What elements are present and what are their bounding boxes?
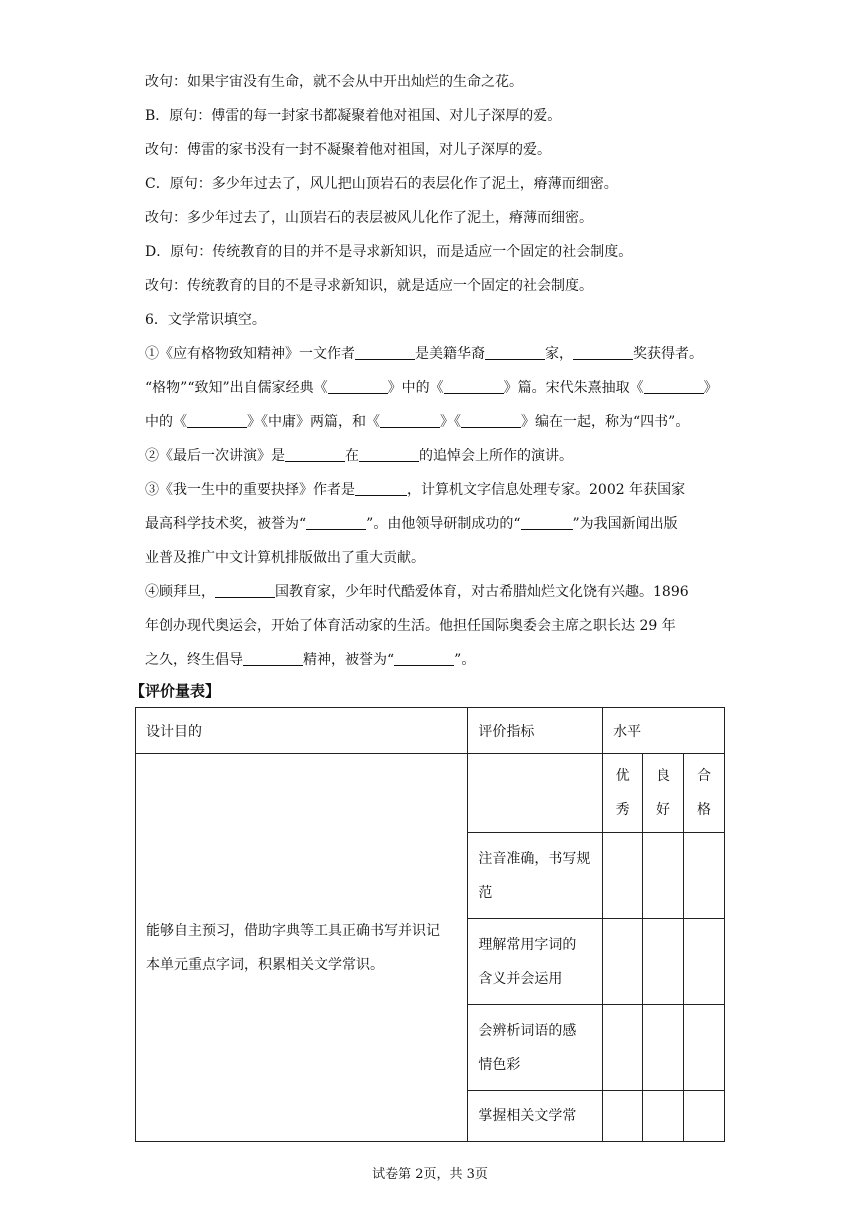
q1-text-i: 中的《	[145, 414, 187, 430]
score-cell[interactable]	[603, 1005, 643, 1091]
score-cell[interactable]	[603, 919, 643, 1005]
option-b-rewrite: 改句：傅雷的家书没有一封不凝聚着他对祖国，对儿子深厚的爱。	[145, 142, 551, 158]
blank[interactable]	[306, 515, 366, 530]
q1-text-h: 》	[703, 380, 718, 396]
q1-text-g: 》篇。宋代朱熹抽取《	[503, 380, 644, 396]
q4-text-a: ④顾拜旦，	[145, 584, 215, 600]
level-good	[643, 754, 684, 833]
option-d-rewrite: 改句：传统教育的目的不是寻求新知识，就是适应一个固定的社会制度。	[145, 278, 593, 294]
q1-text-f: 》中的《	[387, 380, 444, 396]
score-cell[interactable]	[643, 1005, 684, 1091]
blank[interactable]	[355, 345, 415, 360]
score-cell[interactable]	[684, 833, 725, 919]
q2-text-b: 在	[345, 448, 359, 464]
indicator-3	[468, 1005, 603, 1091]
option-c-original: C．原句：多少年过去了，风儿把山顶岩石的表层化作了泥土，瘠薄而细密。	[145, 176, 618, 192]
q3-text-c: 最高科学技术奖，被誉为“	[145, 516, 307, 532]
q1-text-d: 奖获得者。	[633, 346, 703, 362]
q3-line2	[145, 514, 678, 534]
score-cell[interactable]	[603, 1091, 643, 1142]
blank[interactable]	[285, 447, 345, 462]
rubric-heading: 【评价量表】	[130, 682, 221, 700]
score-cell[interactable]	[643, 833, 684, 919]
q1-text-j: 》《中庸》两篇，和《	[247, 414, 380, 430]
rubric-table	[135, 707, 725, 1142]
q4-text-b: 国教育家，少年时代酷爱体育，对古希腊灿烂文化饶有兴趣。1896	[275, 584, 689, 600]
indicator-text: 情色彩	[478, 1056, 521, 1073]
level-pass	[684, 754, 725, 833]
indicator-2	[468, 919, 603, 1005]
blank[interactable]	[380, 413, 440, 428]
q1-text-e: “格物”“致知”出自儒家经典《	[145, 380, 328, 396]
indicator-text: 会辨析词语的感	[478, 1022, 577, 1039]
score-cell[interactable]	[684, 1091, 725, 1142]
header-purpose: 设计目的	[136, 708, 468, 754]
q2-text-a: ②《最后一次讲演》是	[145, 448, 285, 464]
purpose-cell	[136, 754, 468, 1142]
blank[interactable]	[573, 345, 633, 360]
option-b-original: B．原句：傅雷的每一封家书都凝聚着他对祖国、对儿子深厚的爱。	[145, 108, 562, 124]
level-text: 秀	[615, 802, 630, 818]
indicator-1	[468, 833, 603, 919]
score-cell[interactable]	[684, 919, 725, 1005]
indicator-text: 含义并会运用	[478, 970, 563, 987]
q3-line1	[145, 480, 685, 500]
level-text: 优	[615, 768, 630, 784]
q2-text-c: 的追悼会上所作的演讲。	[419, 448, 573, 464]
level-excellent	[603, 754, 643, 833]
blank[interactable]	[187, 413, 247, 428]
purpose-line-1: 能够自主预习，借助字典等工具正确书写并识记	[146, 922, 440, 939]
q4-text-d: 之久，终生倡导	[145, 652, 243, 668]
indicator-text: 掌握相关文学常	[478, 1108, 577, 1124]
level-text: 良	[656, 768, 671, 784]
blank[interactable]	[485, 345, 545, 360]
q4-line1	[145, 582, 689, 602]
q1-text-l: 》编在一起，称为“四书”。	[521, 414, 690, 430]
q3-text-d: ”。由他领导研制成功的“	[366, 516, 521, 532]
q3-text-b: ，计算机文字信息处理专家。2002 年获国家	[407, 482, 686, 498]
q1-line2	[145, 378, 718, 398]
q4-text-f: ”。	[454, 652, 476, 668]
blank[interactable]	[215, 583, 275, 598]
level-text: 合	[697, 768, 712, 784]
header-level: 水平	[603, 708, 725, 754]
blank[interactable]	[359, 447, 419, 462]
indicator-text: 理解常用字词的	[478, 936, 577, 953]
q1-line3	[145, 412, 689, 432]
q1-line1	[145, 344, 703, 364]
q1-text-k: 》《	[440, 414, 461, 430]
q3-text-a: ③《我一生中的重要抉择》作者是	[145, 482, 355, 498]
blank[interactable]	[521, 515, 573, 530]
blank[interactable]	[444, 379, 504, 394]
q1-text-b: 是美籍华裔	[415, 346, 485, 362]
score-cell[interactable]	[643, 919, 684, 1005]
score-cell[interactable]	[684, 1005, 725, 1091]
blank[interactable]	[461, 413, 521, 428]
purpose-line-2: 本单元重点字词，积累相关文学常识。	[146, 956, 384, 973]
q3-text-e: ”为我国新闻出版	[572, 516, 678, 532]
page-footer: 试卷第 2页，共 3页	[372, 1167, 488, 1182]
indicator-empty	[468, 754, 603, 833]
indicator-4	[468, 1091, 603, 1142]
q2-line	[145, 446, 573, 466]
score-cell[interactable]	[603, 833, 643, 919]
q3-line3: 业普及推广中文计算机排版做出了重大贡献。	[145, 550, 425, 566]
blank[interactable]	[355, 481, 407, 496]
blank[interactable]	[328, 379, 388, 394]
level-text: 格	[697, 802, 712, 818]
option-c-rewrite: 改句：多少年过去了，山顶岩石的表层被风儿化作了泥土，瘠薄而细密。	[145, 210, 593, 226]
indicator-text: 范	[478, 884, 493, 901]
level-text: 好	[656, 802, 671, 818]
q4-line3	[145, 650, 475, 670]
blank[interactable]	[394, 651, 454, 666]
indicator-text: 注音准确，书写规	[478, 850, 591, 867]
score-cell[interactable]	[643, 1091, 684, 1142]
rewrite-a: 改句：如果宇宙没有生命，就不会从中开出灿烂的生命之花。	[145, 74, 523, 90]
q1-text-c: 家，	[545, 346, 573, 362]
header-indicator: 评价指标	[468, 708, 603, 754]
question-6-title: 6．文学常识填空。	[145, 312, 266, 328]
q4-text-e: 精神，被誉为“	[303, 652, 395, 668]
q1-text-a: ①《应有格物致知精神》一文作者	[145, 346, 355, 362]
blank[interactable]	[644, 379, 704, 394]
q4-line2: 年创办现代奥运会，开始了体育活动家的生活。他担任国际奥委会主席之职长达 29 年	[145, 618, 676, 634]
blank[interactable]	[243, 651, 303, 666]
option-d-original: D．原句：传统教育的目的并不是寻求新知识，而是适应一个固定的社会制度。	[145, 244, 633, 260]
